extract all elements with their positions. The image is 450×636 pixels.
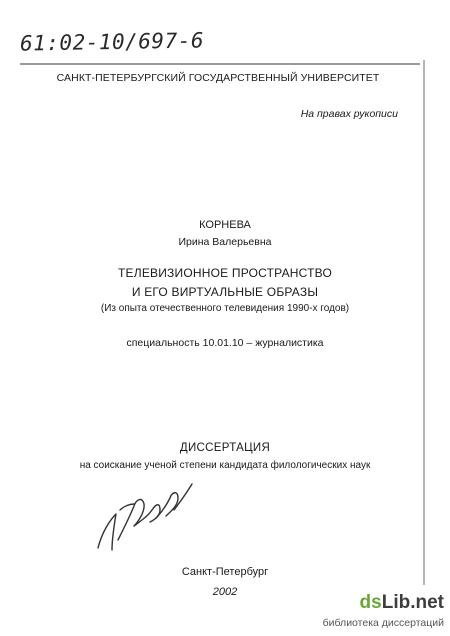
dissertation-label: ДИССЕРТАЦИЯ [179,442,271,454]
manuscript-note: На правах рукописи [300,108,398,120]
dslib-watermark [302,590,448,636]
watermark-logo [360,592,444,614]
signature-icon [90,470,210,570]
handwritten-catalog-code: 61:02-10/697-6 [19,28,205,56]
watermark-logo-part2: Lib.net [381,592,444,613]
watermark-logo-part1: ds [359,592,382,613]
author-first-name: Ирина Валерьевна [178,236,272,248]
watermark-tagline: библиотека диссертаций [322,617,444,629]
author-last-name: КОРНЕВА [199,219,251,231]
degree-line: на соискание ученой степени кандидата филологических наук [79,460,371,471]
right-rule [423,60,425,585]
top-rule [20,63,420,65]
subtitle: (Из опыта отечественного телевидения 1990-х годов) [100,303,350,314]
specialty: специальность 10.01.10 – журналистика [126,337,324,349]
city: Санкт-Петербург [181,566,269,578]
title-line-2: И ЕГО ВИРТУАЛЬНЫЕ ОБРАЗЫ [131,285,319,299]
year: 2002 [212,586,238,598]
university-name: САНКТ-ПЕТЕРБУРГСКИЙ ГОСУДАРСТВЕННЫЙ УНИВЕРСИТЕТ [56,72,380,84]
title-line-1: ТЕЛЕВИЗИОННОЕ ПРОСТРАНСТВО [118,266,332,280]
